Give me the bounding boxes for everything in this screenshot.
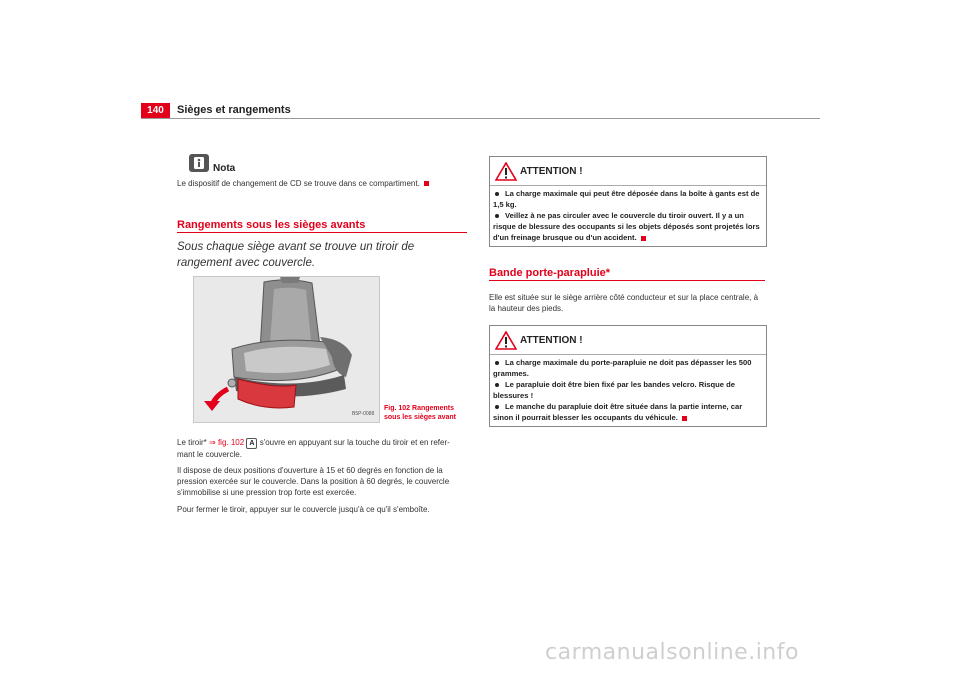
warning-title: ATTENTION ! [520,166,583,177]
bullet-icon [495,361,499,365]
bullet-icon [495,405,499,409]
paragraph-drawer-open: Le tiroir* ⇒ fig. 102 A s'ouvre en appuyant sur la touche du tiroir et en refer-mant le couvercle. [177,438,450,459]
end-mark-icon [641,236,646,241]
warning-box-1 [489,156,767,247]
info-note-icon [189,154,209,172]
section-heading-storage: Rangements sous les sièges avants [177,219,366,231]
bullet-icon [495,214,499,218]
end-mark-icon [424,181,429,186]
warning-item: Le parapluie doit être bien fixé par les bandes velcro. Risque de blessures ! [493,380,735,400]
watermark: carmanualsonline.info [545,640,799,665]
bullet-icon [495,383,499,387]
note-title: Nota [213,163,236,174]
paragraph-drawer-close: Pour fermer le tiroir, appuyer sur le couvercle jusqu'à ce qu'il s'emboîte. [177,505,430,514]
section-heading-umbrella: Bande porte-parapluie* [489,267,611,279]
warning-box-2 [489,325,767,427]
seat-storage-figure [193,276,380,423]
section-intro: Sous chaque siège avant se trouve un tiroir de rangement avec couvercle. [177,241,415,269]
warning-item: La charge maximale qui peut être déposée dans la boîte à gants est de 1,5 kg. [493,189,760,209]
section-divider [489,280,765,281]
note-text: Le dispositif de changement de CD se trouve dans ce compartiment. [177,179,429,188]
page-number: 140 [141,103,170,118]
warning-item: Veillez à ne pas circuler avec le couvercle du tiroir ouvert. Il y a un risque de blessure des occupants si les objets déposés sont projetés lors d'un freinage brusque ou d'un accident. [493,211,760,242]
warning-title: ATTENTION ! [520,335,583,346]
warning-triangle-icon [495,331,517,350]
marker-a: A [246,438,257,449]
warning-triangle-icon [495,162,517,181]
page-header-title: Sièges et rangements [177,104,291,116]
figure-reference-link[interactable]: ⇒ fig. 102 [209,438,245,447]
section-divider [177,232,467,233]
paragraph-drawer-positions: Il dispose de deux positions d'ouverture à 15 et 60 degrés en fonction de la pression exercée sur le couvercle. Dans la position à 60 degrés, le couvercle s'immobilise si une pression trop forte est exercée. [177,466,450,497]
end-mark-icon [682,416,687,421]
bullet-icon [495,192,499,196]
seat-illustration [194,277,379,422]
figure-caption: Fig. 102 Rangements sous les sièges avant [384,405,456,421]
paragraph-umbrella: Elle est située sur le siège arrière côté conducteur et sur la place centrale, à la hauteur des pieds. [489,293,759,313]
warning-item: La charge maximale du porte-parapluie ne doit pas dépasser les 500 grammes. [493,358,752,378]
header-divider [141,118,820,119]
figure-code: B5P-0088 [352,411,375,417]
warning-item: Le manche du parapluie doit être située dans la partie interne, car sinon il pourrait blesser les occupants du véhicule. [493,402,743,422]
